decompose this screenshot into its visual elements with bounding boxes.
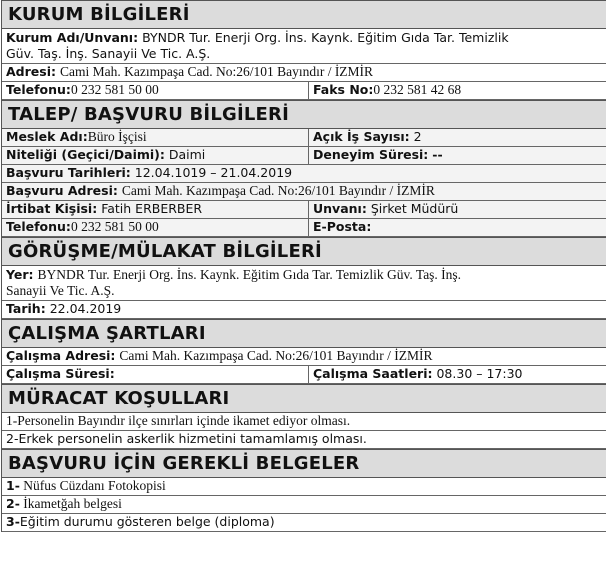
belge-item-text: Eğitim durumu gösteren belge (diploma) — [19, 514, 275, 529]
calisma-adres-cell — [2, 348, 606, 365]
gorusme-tarih-value: 22.04.2019 — [49, 301, 122, 316]
talep-nitelik-row — [2, 147, 606, 165]
calisma-adres-row — [2, 348, 606, 366]
kurum-faks-value: 0 232 581 42 68 — [373, 82, 462, 97]
belge-item-text: Nüfus Cüzdanı Fotokopisi — [19, 478, 166, 493]
talep-tel-row — [2, 219, 606, 237]
talep-tarih-row — [2, 165, 606, 183]
talep-adres-row — [2, 183, 606, 201]
gorusme-tarih-cell — [2, 301, 606, 318]
talep-irtibat-cell — [2, 201, 308, 218]
belge-item — [2, 478, 606, 495]
belge-item-number: 2- — [6, 496, 20, 511]
kurum-faks-label: Faks No: — [313, 82, 374, 97]
talep-eposta-label: E-Posta: — [313, 219, 372, 234]
gorusme-tarih-row — [2, 301, 606, 319]
calisma-adres-label: Çalışma Adresi: — [6, 348, 116, 363]
talep-unvan-label: Unvanı: — [313, 201, 367, 216]
talep-eposta-cell — [308, 219, 606, 236]
talep-unvan-value: Şirket Müdürü — [370, 201, 459, 216]
muracat-item: 2-Erkek personelin askerlik hizmetini tamamlamış olması. — [6, 431, 367, 446]
talep-deneyim-cell — [308, 147, 606, 164]
calisma-saat-cell — [308, 366, 606, 383]
talep-meslek-cell — [2, 129, 308, 146]
gorusme-yer-cell — [2, 266, 606, 300]
kurum-adres-cell — [2, 64, 606, 81]
muracat-item: 1-Personelin Bayındır ilçe sınırları içinde ikamet ediyor olması. — [6, 413, 351, 428]
section-kurum-header: KURUM BİLGİLERİ — [2, 0, 606, 29]
talep-adres-label: Başvuru Adresi: — [6, 183, 118, 198]
kurum-ad-row — [2, 29, 606, 64]
talep-acik-is-label: Açık İş Sayısı: — [313, 129, 410, 144]
talep-unvan-cell — [308, 201, 606, 218]
section-muracat-header: MÜRACAT KOŞULLARI — [2, 384, 606, 413]
talep-irtibat-label: İrtibat Kişisi: — [6, 201, 98, 216]
gorusme-yer-value-line2: Sanayii Ve Tic. A.Ş. — [6, 283, 115, 298]
calisma-sure-cell — [2, 366, 308, 383]
belge-item-number: 1- — [6, 478, 20, 493]
kurum-adres-label: Adresi: — [6, 64, 56, 79]
talep-tarih-cell — [2, 165, 606, 182]
talep-irtibat-row — [2, 201, 606, 219]
gorusme-tarih-label: Tarih: — [6, 301, 46, 316]
gorusme-yer-value-line1: BYNDR Tur. Enerji Org. İns. Kaynk. Eğitim Gıda Tar. Temizlik Güv. Taş. İnş. — [37, 267, 462, 282]
talep-meslek-label: Meslek Adı: — [6, 129, 88, 144]
belge-item — [2, 496, 606, 513]
talep-adres-value: Cami Mah. Kazımpaşa Cad. No:26/101 Bayındır / İZMİR — [121, 183, 435, 198]
talep-nitelik-label: Niteliği (Geçici/Daimi): — [6, 147, 165, 162]
calisma-saat-value: 08.30 – 17:30 — [436, 366, 523, 381]
belge-item-row — [2, 478, 606, 496]
talep-adres-cell — [2, 183, 606, 200]
kurum-ad-value-line2: Güv. Taş. İnş. Sanayii Ve Tic. A.Ş. — [6, 46, 211, 61]
belge-item-text: İkametğah belgesi — [19, 496, 122, 511]
muracat-item-row — [2, 431, 606, 449]
gorusme-yer-label: Yer: — [6, 267, 34, 282]
kurum-tel-cell — [2, 82, 308, 99]
kurum-adres-value: Cami Mah. Kazımpaşa Cad. No:26/101 Bayındır / İZMİR — [59, 64, 374, 79]
calisma-saat-label: Çalışma Saatleri: — [313, 366, 433, 381]
talep-nitelik-cell — [2, 147, 308, 164]
section-belgeler-header: BAŞVURU İÇİN GEREKLİ BELGELER — [2, 449, 606, 478]
kurum-tel-row — [2, 82, 606, 100]
talep-tel-label: Telefonu: — [6, 219, 71, 234]
talep-acik-is-value: 2 — [413, 129, 422, 144]
talep-tarih-value: 12.04.1019 – 21.04.2019 — [134, 165, 293, 180]
kurum-ad-label: Kurum Adı/Unvanı: — [6, 30, 139, 45]
document — [1, 0, 606, 532]
talep-meslek-row — [2, 129, 606, 147]
section-talep-header: TALEP/ BAŞVURU BİLGİLERİ — [2, 100, 606, 129]
talep-tel-cell — [2, 219, 308, 236]
talep-acik-is-cell — [308, 129, 606, 146]
talep-deneyim-label: Deneyim Süresi: — [313, 147, 429, 162]
calisma-sure-label: Çalışma Süresi: — [6, 366, 115, 381]
talep-deneyim-value: -- — [432, 147, 443, 162]
belge-item-number: 3- — [6, 514, 20, 529]
belge-item — [2, 514, 606, 531]
belge-item-row — [2, 496, 606, 514]
talep-tel-value: 0 232 581 50 00 — [70, 219, 159, 234]
kurum-ad-cell — [2, 29, 606, 63]
muracat-item-row — [2, 413, 606, 431]
section-calisma-header: ÇALIŞMA ŞARTLARI — [2, 319, 606, 348]
calisma-sure-row — [2, 366, 606, 384]
belge-item-row — [2, 514, 606, 532]
talep-meslek-value: Büro İşçisi — [87, 129, 147, 144]
calisma-adres-value: Cami Mah. Kazımpaşa Cad. No:26/101 Bayındır / İZMİR — [119, 348, 433, 363]
kurum-tel-value: 0 232 581 50 00 — [70, 82, 159, 97]
kurum-faks-cell — [308, 82, 606, 99]
kurum-adres-row — [2, 64, 606, 82]
kurum-ad-value-line1: BYNDR Tur. Enerji Org. İns. Kaynk. Eğitim Gıda Tar. Temizlik — [142, 30, 509, 45]
talep-irtibat-value: Fatih ERBERBER — [101, 201, 203, 216]
section-gorusme-header: GÖRÜŞME/MÜLAKAT BİLGİLERİ — [2, 237, 606, 266]
talep-nitelik-value: Daimi — [168, 147, 206, 162]
gorusme-yer-row — [2, 266, 606, 301]
talep-tarih-label: Başvuru Tarihleri: — [6, 165, 131, 180]
kurum-tel-label: Telefonu: — [6, 82, 71, 97]
